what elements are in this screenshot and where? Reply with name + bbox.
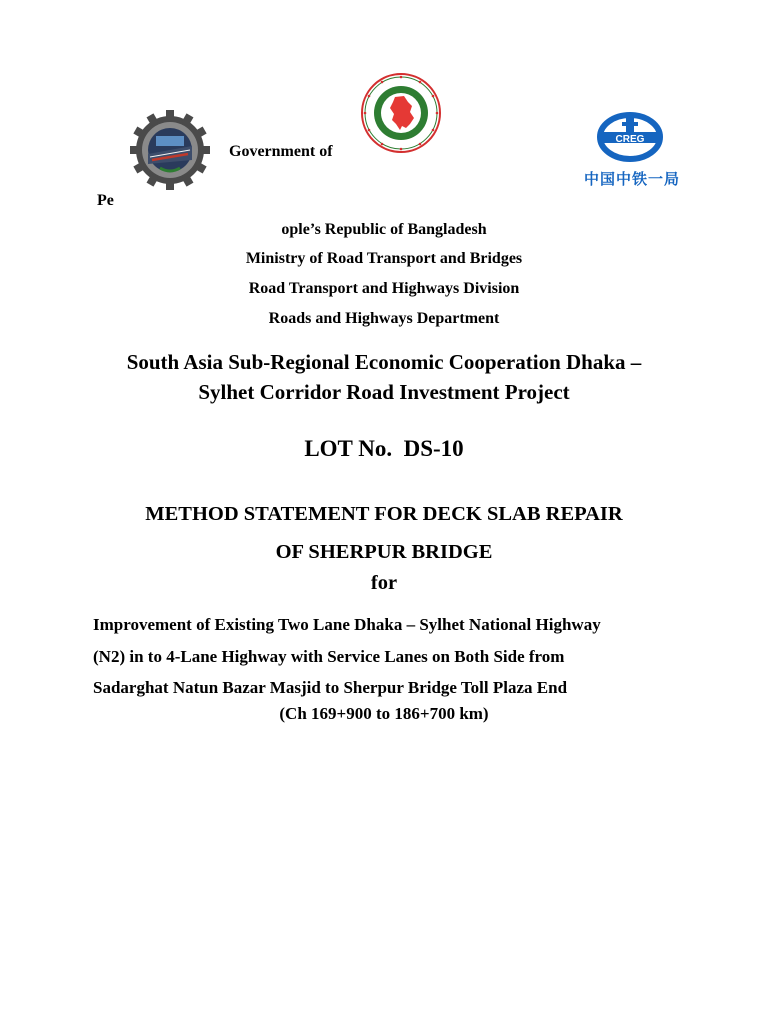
chainage-range: (Ch 169+900 to 186+700 km)	[279, 704, 489, 723]
project-title-line-1: South Asia Sub-Regional Economic Cooperation Dhaka –	[126, 350, 642, 374]
seal-icon	[360, 72, 442, 154]
creg-caption: 中国中铁一局	[583, 170, 680, 188]
header-republic-line: ople’s Republic of Bangladesh	[281, 221, 487, 238]
creg-logo	[572, 110, 690, 190]
header-pe-text: Pe	[97, 192, 114, 209]
header-government-text: Government of	[229, 143, 333, 160]
gear-emblem-icon	[130, 110, 210, 190]
method-statement-line-1: METHOD STATEMENT FOR DECK SLAB REPAIR	[145, 503, 623, 525]
header-division-line: Road Transport and Highways Division	[248, 280, 520, 297]
improvement-line-1: Improvement of Existing Two Lane Dhaka – Sylhet National Highway	[93, 615, 601, 634]
for-label: for	[370, 572, 398, 594]
project-title	[60, 347, 708, 407]
improvement-line-3: Sadarghat Natun Bazar Masjid to Sherpur Bridge Toll Plaza End	[93, 678, 568, 697]
project-title-line-2: Sylhet Corridor Road Investment Project	[198, 380, 570, 404]
roads-and-highways-department-logo	[130, 110, 210, 190]
header-ministry-line: Ministry of Road Transport and Bridges	[245, 250, 523, 267]
header-department-line: Roads and Highways Department	[268, 310, 500, 327]
lot-number: LOT No. DS-10	[304, 436, 464, 461]
method-statement-line-2: OF SHERPUR BRIDGE	[275, 541, 493, 563]
creg-mark-text: CREG	[615, 134, 645, 145]
method-statement-title	[60, 495, 708, 571]
improvement-description	[93, 609, 693, 704]
improvement-line-2: (N2) in to 4-Lane Highway with Service Lanes on Both Side from	[93, 646, 565, 666]
government-of-bangladesh-seal	[360, 72, 442, 154]
